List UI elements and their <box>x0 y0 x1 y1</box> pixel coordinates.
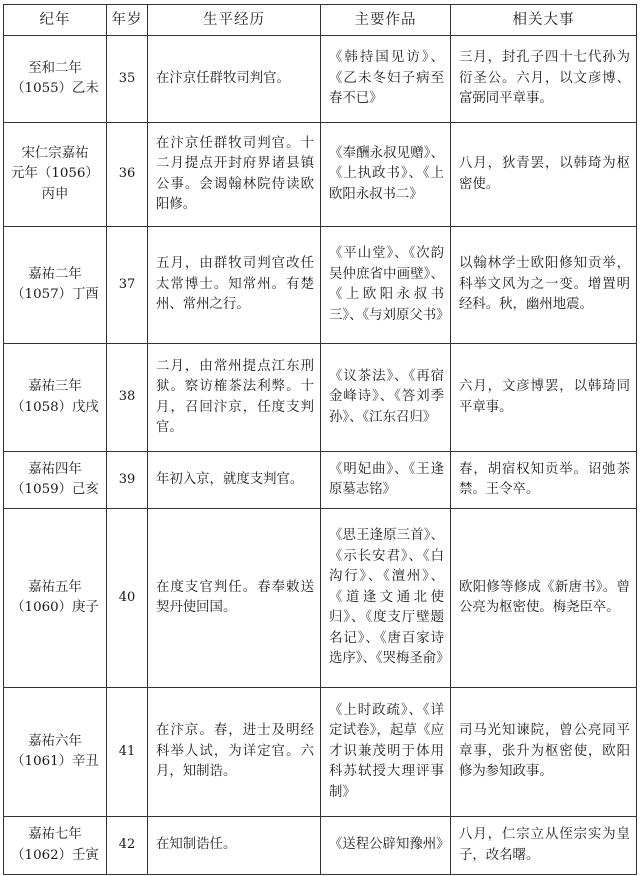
events-cell: 六月，文彦博罢，以韩琦同平章事。 <box>451 344 637 452</box>
works-cell: 《韩持国见访》、《乙未冬妇子病至春不已》 <box>321 36 451 123</box>
table-row <box>4 36 637 123</box>
events-cell: 三月，封孔子四十七代孙为衍圣公。六月，以文彦博、富弼同平章事。 <box>451 36 637 123</box>
header-works: 主要作品 <box>321 5 451 36</box>
table-row <box>4 227 637 344</box>
life-cell: 在汴京任群牧司判官。 <box>148 36 321 123</box>
era-cell: 嘉祐二年 （1057）丁酉 <box>4 227 107 344</box>
era-cell: 嘉祐四年 （1059）己亥 <box>4 452 107 509</box>
works-cell: 《上时政疏》、《详定试卷》，起草《应才识兼茂明于体用科苏轼授大理评事制》 <box>321 688 451 817</box>
life-cell: 年初入京，就度支判官。 <box>148 452 321 509</box>
age-cell: 39 <box>107 452 148 509</box>
works-cell: 《议茶法》、《再宿金峰诗》、《答刘季孙》、《江东召归》 <box>321 344 451 452</box>
header-age: 年岁 <box>107 5 148 36</box>
events-cell: 以翰林学士欧阳修知贡举，科举文风为之一变。增置明经科。秋，幽州地震。 <box>451 227 637 344</box>
age-cell: 42 <box>107 817 148 875</box>
works-cell: 《奉酬永叔见赠》、《上执政书》、《上欧阳永叔书二》 <box>321 123 451 227</box>
era-cell: 嘉祐三年 （1058）戊戌 <box>4 344 107 452</box>
chronology-table <box>3 4 637 875</box>
works-cell: 《平山堂》、《次韵吴仲庶省中画壁》、《上欧阳永叔书三》、《与刘原父书》 <box>321 227 451 344</box>
life-cell: 在度支官判任。春奉敕送契丹使回国。 <box>148 509 321 688</box>
life-cell: 在知制诰任。 <box>148 817 321 875</box>
table-row <box>4 344 637 452</box>
header-row <box>4 5 637 36</box>
life-cell: 在汴京。春，进士及明经科举人试，为详定官。六月，知制诰。 <box>148 688 321 817</box>
era-cell: 宋仁宗嘉祐 元年（1056） 丙申 <box>4 123 107 227</box>
life-cell: 二月，由常州提点江东刑狱。察访榷茶法利弊。十月，召回汴京，任度支判官。 <box>148 344 321 452</box>
age-cell: 37 <box>107 227 148 344</box>
life-cell: 在汴京任群牧司判官。十二月提点开封府界诸县镇公事。会谒翰林院侍读欧阳修。 <box>148 123 321 227</box>
header-era: 纪年 <box>4 5 107 36</box>
age-cell: 35 <box>107 36 148 123</box>
age-cell: 40 <box>107 509 148 688</box>
events-cell: 八月，仁宗立从侄宗实为皇子，改名曙。 <box>451 817 637 875</box>
works-cell: 《送程公辟知豫州》 <box>321 817 451 875</box>
life-cell: 五月，由群牧司判官改任太常博士。知常州。有楚州、常州之行。 <box>148 227 321 344</box>
works-cell: 《思王逢原三首》、《示长安君》、《白沟行》、《澶州》、《道逢文通北使归》、《度支厅壁题名记》、《唐百家诗选序》、《哭梅圣俞》 <box>321 509 451 688</box>
age-cell: 38 <box>107 344 148 452</box>
events-cell: 春，胡宿权知贡举。诏弛茶禁。王令卒。 <box>451 452 637 509</box>
table-row <box>4 509 637 688</box>
events-cell: 欧阳修等修成《新唐书》。曾公亮为枢密使。梅尧臣卒。 <box>451 509 637 688</box>
events-cell: 八月，狄青罢，以韩琦为枢密使。 <box>451 123 637 227</box>
era-cell: 至和二年 （1055）乙未 <box>4 36 107 123</box>
table-row <box>4 123 637 227</box>
events-cell: 司马光知谏院，曾公亮同平章事，张升为枢密使，欧阳修为参知政事。 <box>451 688 637 817</box>
header-life: 生平经历 <box>148 5 321 36</box>
header-events: 相关大事 <box>451 5 637 36</box>
chronology-table-page <box>3 4 636 875</box>
age-cell: 36 <box>107 123 148 227</box>
table-row <box>4 688 637 817</box>
era-cell: 嘉祐五年 （1060）庚子 <box>4 509 107 688</box>
era-cell: 嘉祐七年 （1062）壬寅 <box>4 817 107 875</box>
table-row <box>4 817 637 875</box>
era-cell: 嘉祐六年 （1061）辛丑 <box>4 688 107 817</box>
age-cell: 41 <box>107 688 148 817</box>
works-cell: 《明妃曲》、《王逢原墓志铭》 <box>321 452 451 509</box>
table-row <box>4 452 637 509</box>
